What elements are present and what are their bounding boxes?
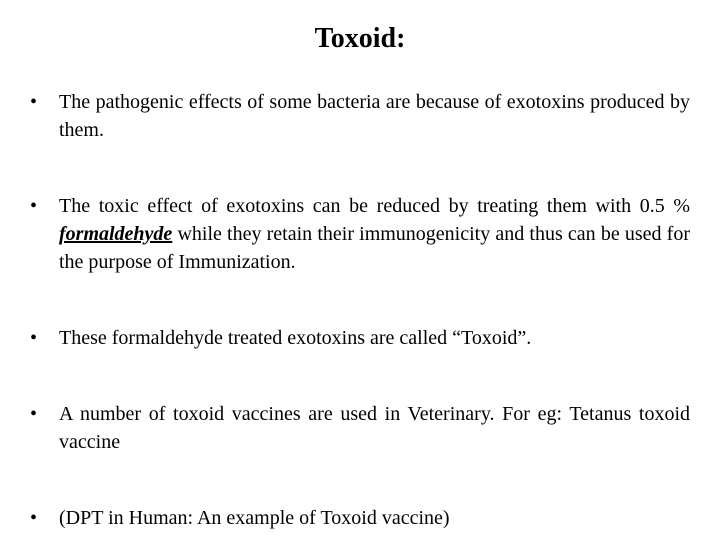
slide-title: Toxoid: [314, 23, 406, 54]
bullet-item [30, 88, 690, 144]
emphasized-term: formaldehyde [59, 223, 173, 245]
bullet-text-after: while they retain their immunogenicity and thus can be used for the purpose of Immunization. [59, 223, 690, 273]
bullet-icon: • [30, 195, 38, 217]
bullet-icon: • [30, 327, 38, 349]
bullet-text: The pathogenic effects of some bacteria are because of exotoxins produced by them. [59, 91, 690, 141]
bullet-text-before: The toxic effect of exotoxins can be reduced by treating them with 0.5 % [59, 195, 690, 217]
bullet-list [30, 88, 690, 532]
bullet-icon: • [30, 403, 38, 425]
bullet-text: These formaldehyde treated exotoxins are called “Toxoid”. [59, 327, 532, 349]
bullet-text: (DPT in Human: An example of Toxoid vaccine) [59, 507, 450, 529]
bullet-item [30, 192, 690, 276]
bullet-text: A number of toxoid vaccines are used in Veterinary. For eg: Tetanus toxoid vaccine [59, 403, 690, 453]
bullet-item [30, 400, 690, 456]
bullet-icon: • [30, 91, 38, 113]
bullet-icon: • [30, 507, 38, 529]
bullet-item [30, 504, 690, 532]
bullet-item [30, 324, 690, 352]
